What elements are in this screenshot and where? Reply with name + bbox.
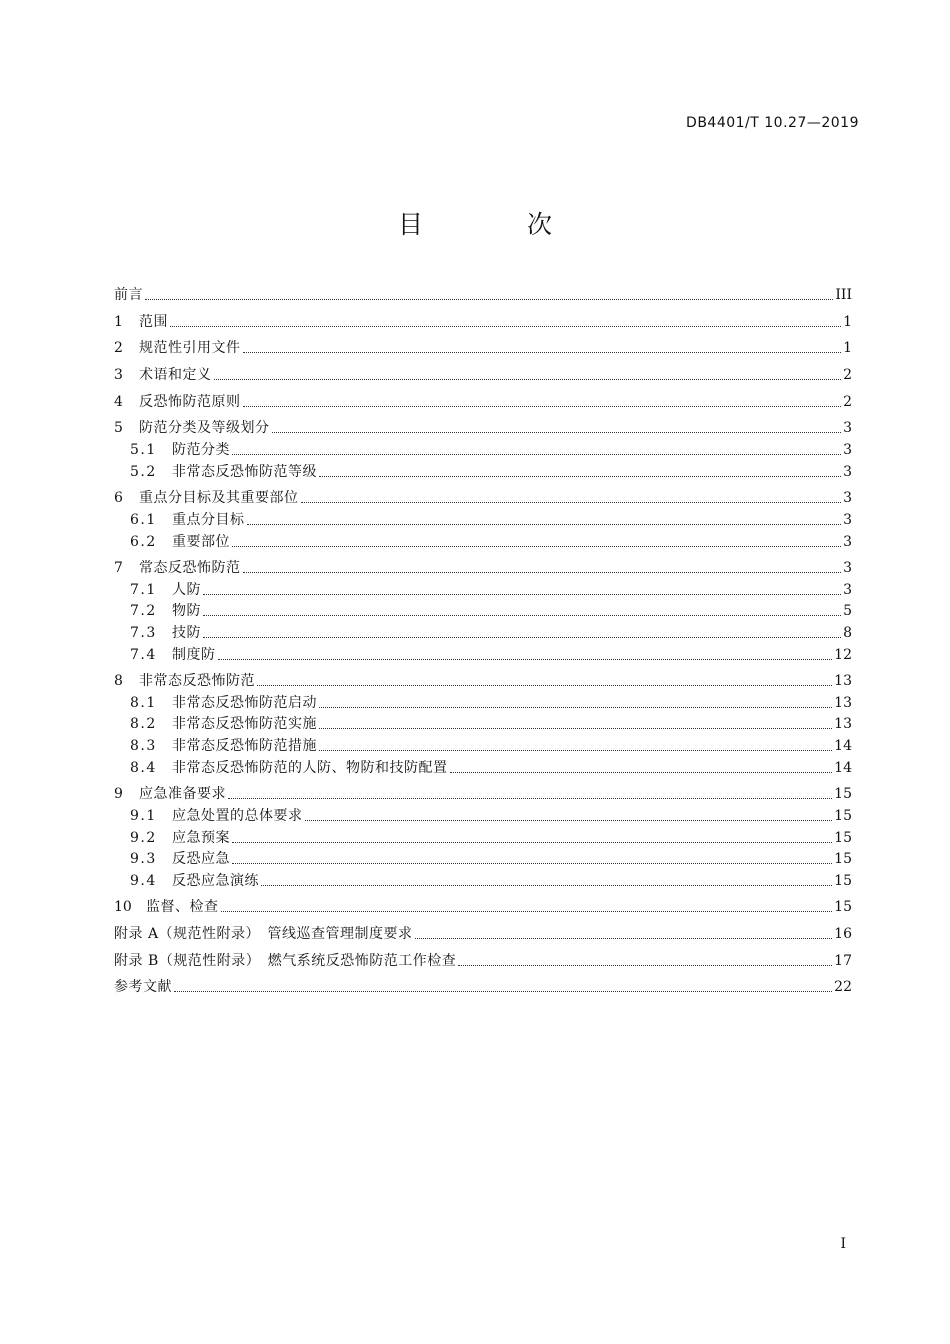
toc-entry-number: 9.1 [130,807,157,824]
toc-entry-number: 5 [114,420,123,437]
toc-entry-page: 14 [834,759,852,776]
dot-leader [243,406,842,407]
toc-entry-page: 15 [834,829,852,846]
toc-entry-title: 反恐应急 [172,851,230,868]
toc-entry-5[interactable] [114,418,852,438]
dot-leader [247,524,842,525]
dot-leader [450,772,833,773]
toc-entry-9-2[interactable] [114,828,852,848]
toc-entry-title: 防范分类及等级划分 [139,420,270,437]
toc-entry-title: 应急准备要求 [139,786,226,803]
toc-entry-page: 1 [843,340,852,357]
toc-entry-8[interactable] [114,671,852,691]
toc-entry-page: 3 [843,581,852,598]
toc-entry-title: 附录 A（规范性附录） 管线巡查管理制度要求 [114,926,413,943]
toc-entry-title: 常态反恐怖防范 [139,560,241,577]
toc-entry-number: 7.1 [130,581,157,598]
toc-entry-8-4[interactable] [114,758,852,778]
toc-entry-8-3[interactable] [114,736,852,756]
toc-entry-title: 重要部位 [172,533,230,550]
dot-leader [232,454,841,455]
toc-entry-bibliography[interactable] [114,977,852,997]
toc-entry-page: 3 [843,420,852,437]
toc-entry-title: 物防 [172,603,201,620]
dot-leader [232,863,832,864]
toc-entry-1[interactable] [114,312,852,332]
toc-entry-6[interactable] [114,488,852,508]
toc-entry-appendix-b[interactable] [114,951,852,971]
toc-entry-page: 13 [834,716,852,733]
document-code: DB4401/T 10.27—2019 [686,115,859,131]
toc-entry-title: 术语和定义 [139,367,212,384]
dot-leader [243,572,842,573]
toc-entry-3[interactable] [114,365,852,385]
dot-leader [174,991,832,992]
toc-entry-page: 14 [834,738,852,755]
toc-entry-9-4[interactable] [114,871,852,891]
dot-leader [261,885,832,886]
toc-entry-7-3[interactable] [114,623,852,643]
toc-entry-number: 8.3 [130,738,157,755]
toc-entry-page: 3 [843,560,852,577]
toc-entry-7-1[interactable] [114,580,852,600]
toc-entry-title: 重点分目标及其重要部位 [139,490,299,507]
toc-entry-2[interactable] [114,338,852,358]
toc-entry-page: 1 [843,313,852,330]
toc-entry-title: 非常态反恐怖防范措施 [172,738,317,755]
toc-entry-number: 9 [114,786,123,803]
toc-entry-number: 7.3 [130,624,157,641]
dot-leader [214,379,842,380]
dot-leader [145,299,833,300]
toc-entry-number: 7.2 [130,603,157,620]
toc-entry-title: 非常态反恐怖防范 [139,673,255,690]
toc-entry-number: 10 [114,899,132,916]
toc-entry-title: 参考文献 [114,979,172,996]
toc-entry-number: 2 [114,340,123,357]
toc-entry-number: 8.1 [130,694,157,711]
dot-leader [301,502,842,503]
toc-entry-9[interactable] [114,784,852,804]
table-of-contents [114,285,852,997]
toc-entry-number: 6.2 [130,533,157,550]
toc-entry-number: 7.4 [130,646,157,663]
toc-entry-title: 技防 [172,624,201,641]
toc-entry-number: 8.2 [130,716,157,733]
toc-entry-page: 5 [843,603,852,620]
toc-entry-9-1[interactable] [114,806,852,826]
toc-entry-page: 2 [843,367,852,384]
toc-entry-page: III [835,287,852,303]
toc-entry-foreword[interactable] [114,285,852,305]
toc-entry-number: 5.1 [130,442,157,459]
toc-entry-9-3[interactable] [114,849,852,869]
toc-entry-title: 范围 [139,313,168,330]
toc-entry-title: 前言 [114,287,143,303]
toc-entry-page: 13 [834,694,852,711]
toc-entry-5-1[interactable] [114,440,852,460]
dot-leader [458,965,832,966]
toc-entry-page: 15 [834,872,852,889]
toc-entry-title: 规范性引用文件 [139,340,241,357]
toc-entry-page: 22 [834,979,852,996]
toc-entry-7-4[interactable] [114,645,852,665]
toc-entry-page: 15 [834,851,852,868]
toc-entry-page: 8 [843,624,852,641]
toc-entry-title: 非常态反恐怖防范的人防、物防和技防配置 [172,759,448,776]
toc-entry-7-2[interactable] [114,601,852,621]
toc-entry-title: 非常态反恐怖防范启动 [172,694,317,711]
toc-entry-title: 附录 B（规范性附录） 燃气系统反恐怖防范工作检查 [114,952,457,969]
toc-entry-title: 防范分类 [172,442,230,459]
dot-leader [203,594,841,595]
toc-entry-page: 12 [834,646,852,663]
toc-entry-8-1[interactable] [114,693,852,713]
toc-entry-7[interactable] [114,558,852,578]
toc-entry-number: 7 [114,560,123,577]
toc-entry-8-2[interactable] [114,714,852,734]
toc-entry-page: 15 [834,786,852,803]
toc-entry-6-1[interactable] [114,510,852,530]
toc-entry-page: 3 [843,490,852,507]
toc-entry-title: 重点分目标 [172,511,245,528]
dot-leader [221,911,833,912]
toc-entry-number: 9.4 [130,872,157,889]
toc-entry-number: 6.1 [130,511,157,528]
toc-entry-page: 3 [843,463,852,480]
toc-entry-number: 9.2 [130,829,157,846]
toc-entry-page: 3 [843,533,852,550]
page-title: 目 次 [398,210,600,239]
dot-leader [243,352,842,353]
toc-entry-title: 非常态反恐怖防范等级 [172,463,317,480]
toc-entry-5-2[interactable] [114,462,852,482]
dot-leader [257,685,832,686]
dot-leader [415,938,833,939]
dot-leader [170,326,841,327]
dot-leader [232,842,832,843]
toc-entry-number: 4 [114,393,123,410]
toc-entry-title: 反恐应急演练 [172,872,259,889]
toc-entry-title: 人防 [172,581,201,598]
toc-entry-number: 3 [114,367,123,384]
toc-entry-title: 非常态反恐怖防范实施 [172,716,317,733]
toc-entry-page: 3 [843,511,852,528]
toc-entry-appendix-a[interactable] [114,924,852,944]
dot-leader [203,615,841,616]
dot-leader [272,432,842,433]
toc-entry-page: 13 [834,673,852,690]
dot-leader [305,820,833,821]
toc-entry-title: 应急预案 [172,829,230,846]
toc-entry-number: 9.3 [130,851,157,868]
toc-entry-title: 应急处置的总体要求 [172,807,303,824]
dot-leader [203,637,841,638]
toc-entry-page: 2 [843,393,852,410]
dot-leader [218,659,833,660]
dot-leader [319,750,832,751]
dot-leader [319,728,832,729]
toc-entry-number: 5.2 [130,463,157,480]
toc-entry-number: 6 [114,490,123,507]
toc-entry-10[interactable] [114,897,852,917]
toc-entry-title: 制度防 [172,646,216,663]
toc-entry-6-2[interactable] [114,532,852,552]
dot-leader [228,798,832,799]
toc-entry-page: 15 [834,899,852,916]
toc-entry-page: 16 [834,926,852,943]
toc-entry-number: 8.4 [130,759,157,776]
toc-entry-4[interactable] [114,392,852,412]
toc-entry-number: 8 [114,673,123,690]
toc-entry-title: 反恐怖防范原则 [139,393,241,410]
toc-entry-number: 1 [114,313,123,330]
page-number: I [840,1236,846,1252]
dot-leader [232,546,841,547]
toc-entry-page: 15 [834,807,852,824]
dot-leader [319,707,832,708]
toc-entry-page: 17 [834,952,852,969]
toc-entry-title: 监督、检查 [146,899,219,916]
dot-leader [319,476,841,477]
toc-entry-page: 3 [843,442,852,459]
